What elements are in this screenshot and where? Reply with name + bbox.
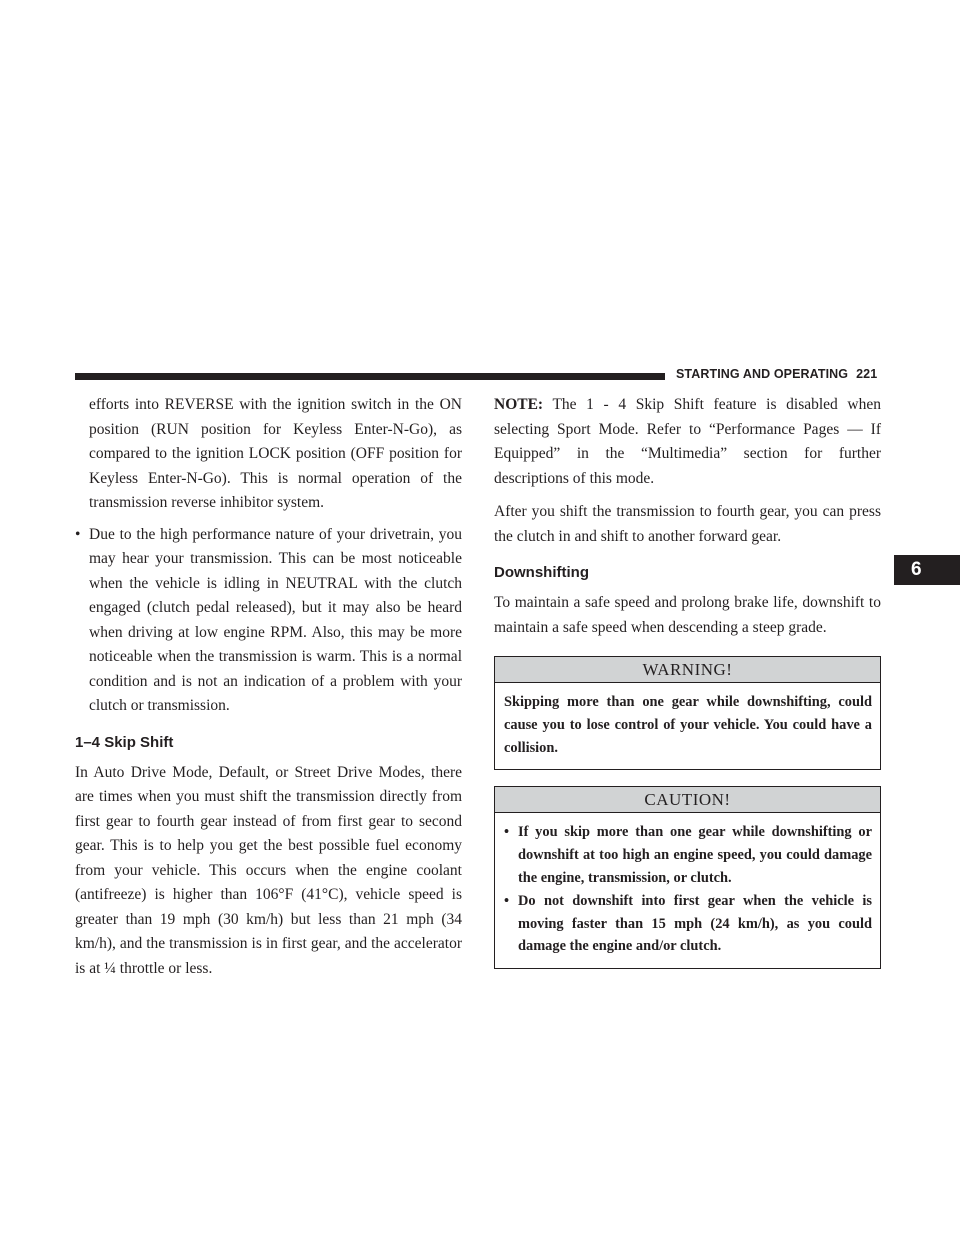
caution-body (495, 813, 880, 968)
downshifting-paragraph: To maintain a safe speed and prolong brake life, downshift to maintain a safe speed when descending a steep grade. (494, 594, 881, 636)
downshifting-heading: Downshifting (494, 564, 589, 581)
bullet-marker: • (504, 892, 510, 909)
bullet-text: Due to the high performance nature of your drivetrain, you may hear your transmission. This can be most noticeable when the vehicle is idling in NEUTRAL with the clutch engaged (clutch pedal released), but it may also be heard when driving at low engine RPM. Also, this may be more noticeable when the transmission is warm. This is a normal condition and is not an indication of a problem with your clutch or transmission. (89, 525, 462, 714)
section-title: STARTING AND OPERATING (676, 367, 849, 381)
note-paragraph (494, 393, 881, 491)
header-rule (75, 373, 665, 380)
caution-item: If you skip more than one gear while downshifting or downshift at too high an engine speed, you could damage the engine, transmission, or clutch. (518, 824, 872, 886)
left-column (75, 393, 462, 981)
running-header (676, 367, 877, 381)
list-item (504, 890, 872, 958)
skip-shift-paragraph: In Auto Drive Mode, Default, or Street Drive Modes, there are times when you must shift the transmission directly from first gear to fourth gear instead of from first gear to second gear. This is to help you get the best possible fuel economy from your vehicle. This occurs when the engine coolant (antifreeze) is higher than 106°F (41°C), vehicle speed is greater than 19 mph (30 km/h) but less than 21 mph (34 km/h), and the transmission is in first gear, and the accelerator is at ¼ throttle or less. (75, 763, 462, 977)
right-column (494, 393, 881, 969)
caution-item: Do not downshift into first gear when the vehicle is moving faster than 15 mph (24 km/h), as you could damage the engine and/or clutch. (518, 892, 872, 955)
fourth-gear-paragraph: After you shift the transmission to fourth gear, you can press the clutch in and shift to another forward gear. (494, 503, 881, 545)
page-number: 221 (856, 367, 878, 381)
note-text: The 1 - 4 Skip Shift feature is disabled when selecting Sport Mode. Refer to “Performance Pages — If Equipped” in the “Multimedia” section for further descriptions of this mode. (494, 396, 881, 487)
caution-title: CAUTION! (495, 787, 880, 813)
warning-body (495, 683, 880, 769)
list-item (75, 523, 462, 719)
note-label: NOTE: (494, 396, 544, 413)
warning-box (494, 656, 881, 770)
chapter-tab: 6 (894, 555, 960, 585)
bullet-marker: • (75, 525, 81, 543)
warning-text: Skipping more than one gear while downshifting, could cause you to lose control of your vehicle. You could have a collision. (504, 694, 872, 756)
list-item (504, 821, 872, 889)
caution-box (494, 786, 881, 969)
skip-shift-heading: 1–4 Skip Shift (75, 733, 174, 751)
bullet-marker: • (504, 824, 510, 841)
continued-paragraph: efforts into REVERSE with the ignition switch in the ON position (RUN position for Keyless Enter-N-Go), as compared to the ignition LOCK position (OFF position for Keyless Enter-N-Go). This is normal operation of the transmission reverse inhibitor system. (89, 396, 462, 511)
warning-title: WARNING! (495, 657, 880, 683)
